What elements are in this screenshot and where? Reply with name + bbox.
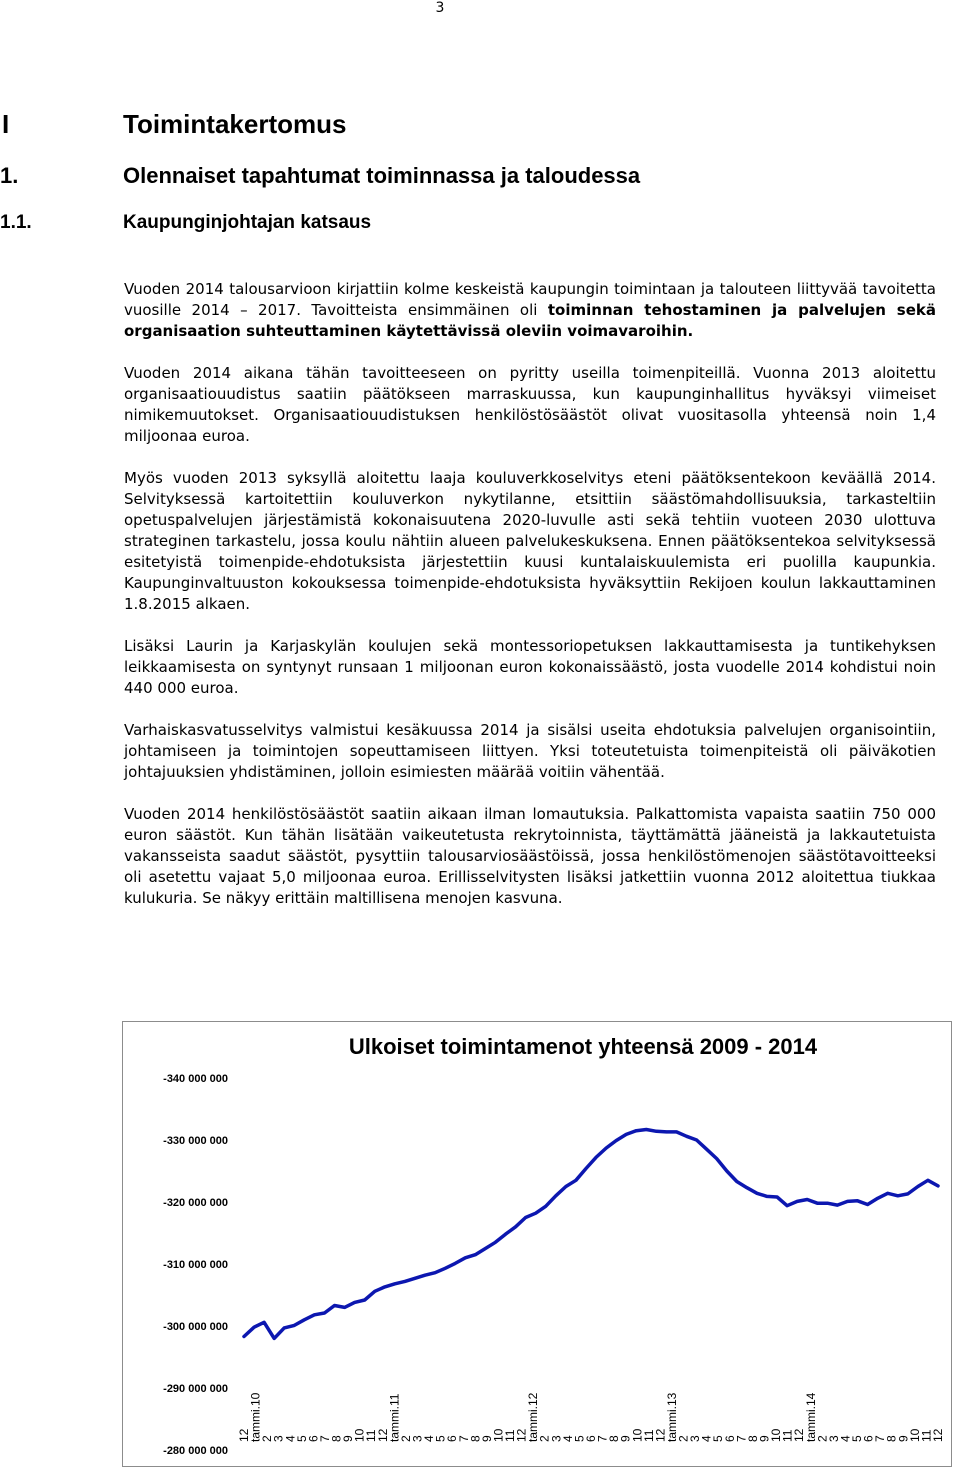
x-tick-label: 12 [931, 1428, 945, 1442]
x-tick-label: 4 [699, 1435, 714, 1442]
x-tick-label: 6 [722, 1435, 737, 1442]
x-tick-label: 4 [283, 1435, 298, 1442]
text-run: Vuoden 2014 talousarvioon kirjattiin kolme keskeistä kaupungin toimintaan ja talouteen liittyvää tavoitetta vuosille 2014 – 2017. Tavoitteista ensimmäinen oli [124, 280, 936, 319]
x-tick-label: 5 [711, 1435, 726, 1442]
x-tick-label: tammi.14 [803, 1392, 818, 1442]
x-tick-label: tammi.12 [526, 1392, 541, 1442]
x-tick-label: 5 [294, 1435, 309, 1442]
x-tick-label: 4 [422, 1435, 437, 1442]
text-run-bold: toiminnan tehostaminen ja palvelujen sekä organisaation suhteuttaminen käytettävissä oleviin voimavaroihin [124, 301, 937, 340]
x-tick-label: 12 [237, 1428, 251, 1442]
y-tick-label: -300 000 000 [163, 1321, 228, 1333]
text-run: Varhaiskasvatusselvitys valmistui kesäkuussa 2014 ja sisälsi useita ehdotuksia palvelujen organisointiin, johtamiseen ja toimintojen sopeuttamiseen liittyen. Yksi toteutetuista toimenpiteistä oli päiväkotien johtajuuksien yhdistäminen, jolloin esimiesten määrää voitiin vähentää. [124, 721, 936, 781]
x-tick-label: 10 [352, 1428, 367, 1442]
x-tick-label: tammi.10 [248, 1392, 263, 1442]
y-tick-label: -280 000 000 [163, 1445, 228, 1457]
x-tick-label: 12 [792, 1428, 807, 1442]
x-tick-label: 2 [676, 1435, 691, 1442]
chart-title: Ulkoiset toimintamenot yhteensä 2009 - 2014 [348, 1034, 818, 1059]
heading-number: 1. [0, 163, 19, 188]
x-tick-label: 10 [769, 1428, 784, 1442]
x-axis-ticks [237, 1392, 945, 1442]
y-tick-label: -330 000 000 [163, 1135, 228, 1147]
x-tick-label: 8 [884, 1435, 899, 1442]
x-tick-label: tammi.13 [664, 1392, 679, 1442]
x-tick-label: 4 [560, 1435, 575, 1442]
x-tick-label: 7 [595, 1435, 610, 1442]
text-run: Lisäksi Laurin ja Karjaskylän koulujen sekä montessoriopetuksen lakkauttamisesta ja tuntikehyksen leikkaamisesta on syntynyt runsaan 1 miljoonan euron kokonaissäästö, josta vuodelle 2014 kohdistui noin 440 000 euroa. [124, 637, 936, 697]
x-tick-label: 4 [838, 1435, 853, 1442]
y-tick-label: -310 000 000 [163, 1259, 228, 1271]
x-tick-label: 7 [317, 1435, 332, 1442]
x-tick-label: 3 [271, 1435, 286, 1442]
x-tick-label: 12 [375, 1428, 390, 1442]
x-tick-label: 2 [815, 1435, 830, 1442]
x-tick-label: 2 [398, 1435, 413, 1442]
paragraph-1 [124, 279, 936, 342]
x-tick-label: 9 [479, 1435, 494, 1442]
y-axis-ticks [163, 1073, 228, 1457]
x-tick-label: 8 [468, 1435, 483, 1442]
y-tick-label: -290 000 000 [163, 1383, 228, 1395]
line-chart [123, 1022, 951, 1466]
x-tick-label: 2 [537, 1435, 552, 1442]
heading-text: Kaupunginjohtajan katsaus [123, 212, 372, 233]
text-run: Myös vuoden 2013 syksyllä aloitettu laaja kouluverkkoselvitys eteni päätöksentekoon keväällä 2014. Selvityksessä kartoitettiin kouluverkon nykytilanne, etsittiin säästömahdollisuuksia, tarkasteltiin opetuspalvelujen järjestämistä kokonaisuutena 2020-luvulle asti sekä tehtiin vuoteen 2030 ulottuva strateginen tarkastelu, jossa koulu nähtiin alueen palvelukeskuksena. Ennen päätöksentekoa selvityksessä esitetyistä toimenpide-ehdotuksista järjestettiin kuusi kuntalaiskuulemista eri puolilla kaupunkia. Kaupunginvaltuuston kokouksessa toimenpide-ehdotuksista hyväksyttiin Rekijoen koulun lakkauttaminen 1.8.2015 alkaen. [124, 469, 936, 613]
body-text [124, 279, 936, 909]
paragraph-3 [124, 468, 936, 615]
x-tick-label: 6 [445, 1435, 460, 1442]
x-tick-label: 9 [757, 1435, 772, 1442]
paragraph-6 [124, 804, 936, 909]
heading-text: Olennaiset tapahtumat toiminnassa ja taloudessa [123, 163, 641, 188]
text-run: . [687, 322, 694, 340]
y-tick-label: -340 000 000 [163, 1073, 228, 1085]
x-tick-label: 9 [896, 1435, 911, 1442]
x-tick-label: 12 [514, 1428, 529, 1442]
x-tick-label: 5 [433, 1435, 448, 1442]
x-tick-label: 5 [850, 1435, 865, 1442]
x-tick-label: 3 [688, 1435, 703, 1442]
x-tick-label: 6 [584, 1435, 598, 1442]
heading-number: 1.1. [0, 212, 32, 233]
x-tick-label: 9 [341, 1435, 356, 1442]
x-tick-label: 11 [780, 1429, 795, 1442]
page-number: 3 [435, 0, 445, 16]
paragraph-2 [124, 363, 936, 447]
paragraph-4 [124, 636, 936, 699]
x-tick-label: 10 [491, 1428, 506, 1442]
x-tick-label: 7 [456, 1435, 471, 1442]
x-tick-label: 10 [630, 1428, 645, 1442]
x-tick-label: 7 [734, 1435, 749, 1442]
paragraph-5 [124, 720, 936, 783]
x-tick-label: 5 [572, 1435, 587, 1442]
x-tick-label: 11 [919, 1429, 934, 1442]
series-line [244, 1130, 938, 1339]
x-tick-label: 3 [826, 1435, 841, 1442]
x-tick-label: 11 [364, 1429, 379, 1442]
x-tick-label: 2 [260, 1435, 275, 1442]
x-tick-label: 3 [410, 1435, 425, 1442]
x-tick-label: 11 [503, 1429, 518, 1442]
x-tick-label: 3 [549, 1435, 564, 1442]
x-tick-label: 6 [861, 1435, 876, 1442]
x-tick-label: 8 [745, 1435, 760, 1442]
chart-frame [122, 1021, 952, 1467]
x-tick-label: 7 [873, 1435, 888, 1442]
text-run: Vuoden 2014 aikana tähän tavoitteeseen on pyritty useilla toimenpiteillä. Vuonna 2013 aloitettu organisaatiouudistus saatiin päätökseen marraskuussa, kun kaupunginhallitus hyväksyi viimeiset nimikemuutokset. Organisaatiouudistuksen henkilöstösäästöt olivat vuositasolla yhteensä noin 1,4 miljoonaa euroa. [124, 364, 936, 445]
x-tick-label: 6 [306, 1435, 321, 1442]
x-tick-label: 9 [618, 1435, 633, 1442]
x-tick-label: 10 [907, 1428, 922, 1442]
x-tick-label: tammi.11 [387, 1393, 402, 1442]
text-run: Vuoden 2014 henkilöstösäästöt saatiin aikaan ilman lomautuksia. Palkattomista vapaista saatiin 750 000 euron säästöt. Kun tähän lisätään vaikeutetusta rekrytoinnista, täyttämättä jääneistä ja lakkautetuista vakansseista saadut säästöt, pysyttiin talousarviosäästöissä, jossa henkilöstömenojen säästötavoitteeksi oli asetettu vajaat 5,0 miljoonaa euroa. Erillisselvitysten lisäksi jatkettiin vuonna 2012 aloitettua tiukkaa kulukuria. Se näkyy erittäin maltillisena menojen kasvuna. [124, 805, 936, 907]
x-tick-label: 12 [653, 1428, 668, 1442]
heading-text: Toimintakertomus [123, 109, 347, 139]
x-tick-label: 11 [641, 1429, 656, 1442]
y-tick-label: -320 000 000 [163, 1197, 228, 1209]
heading-number: I [2, 109, 10, 139]
x-tick-label: 8 [329, 1435, 344, 1442]
x-tick-label: 8 [607, 1435, 622, 1442]
